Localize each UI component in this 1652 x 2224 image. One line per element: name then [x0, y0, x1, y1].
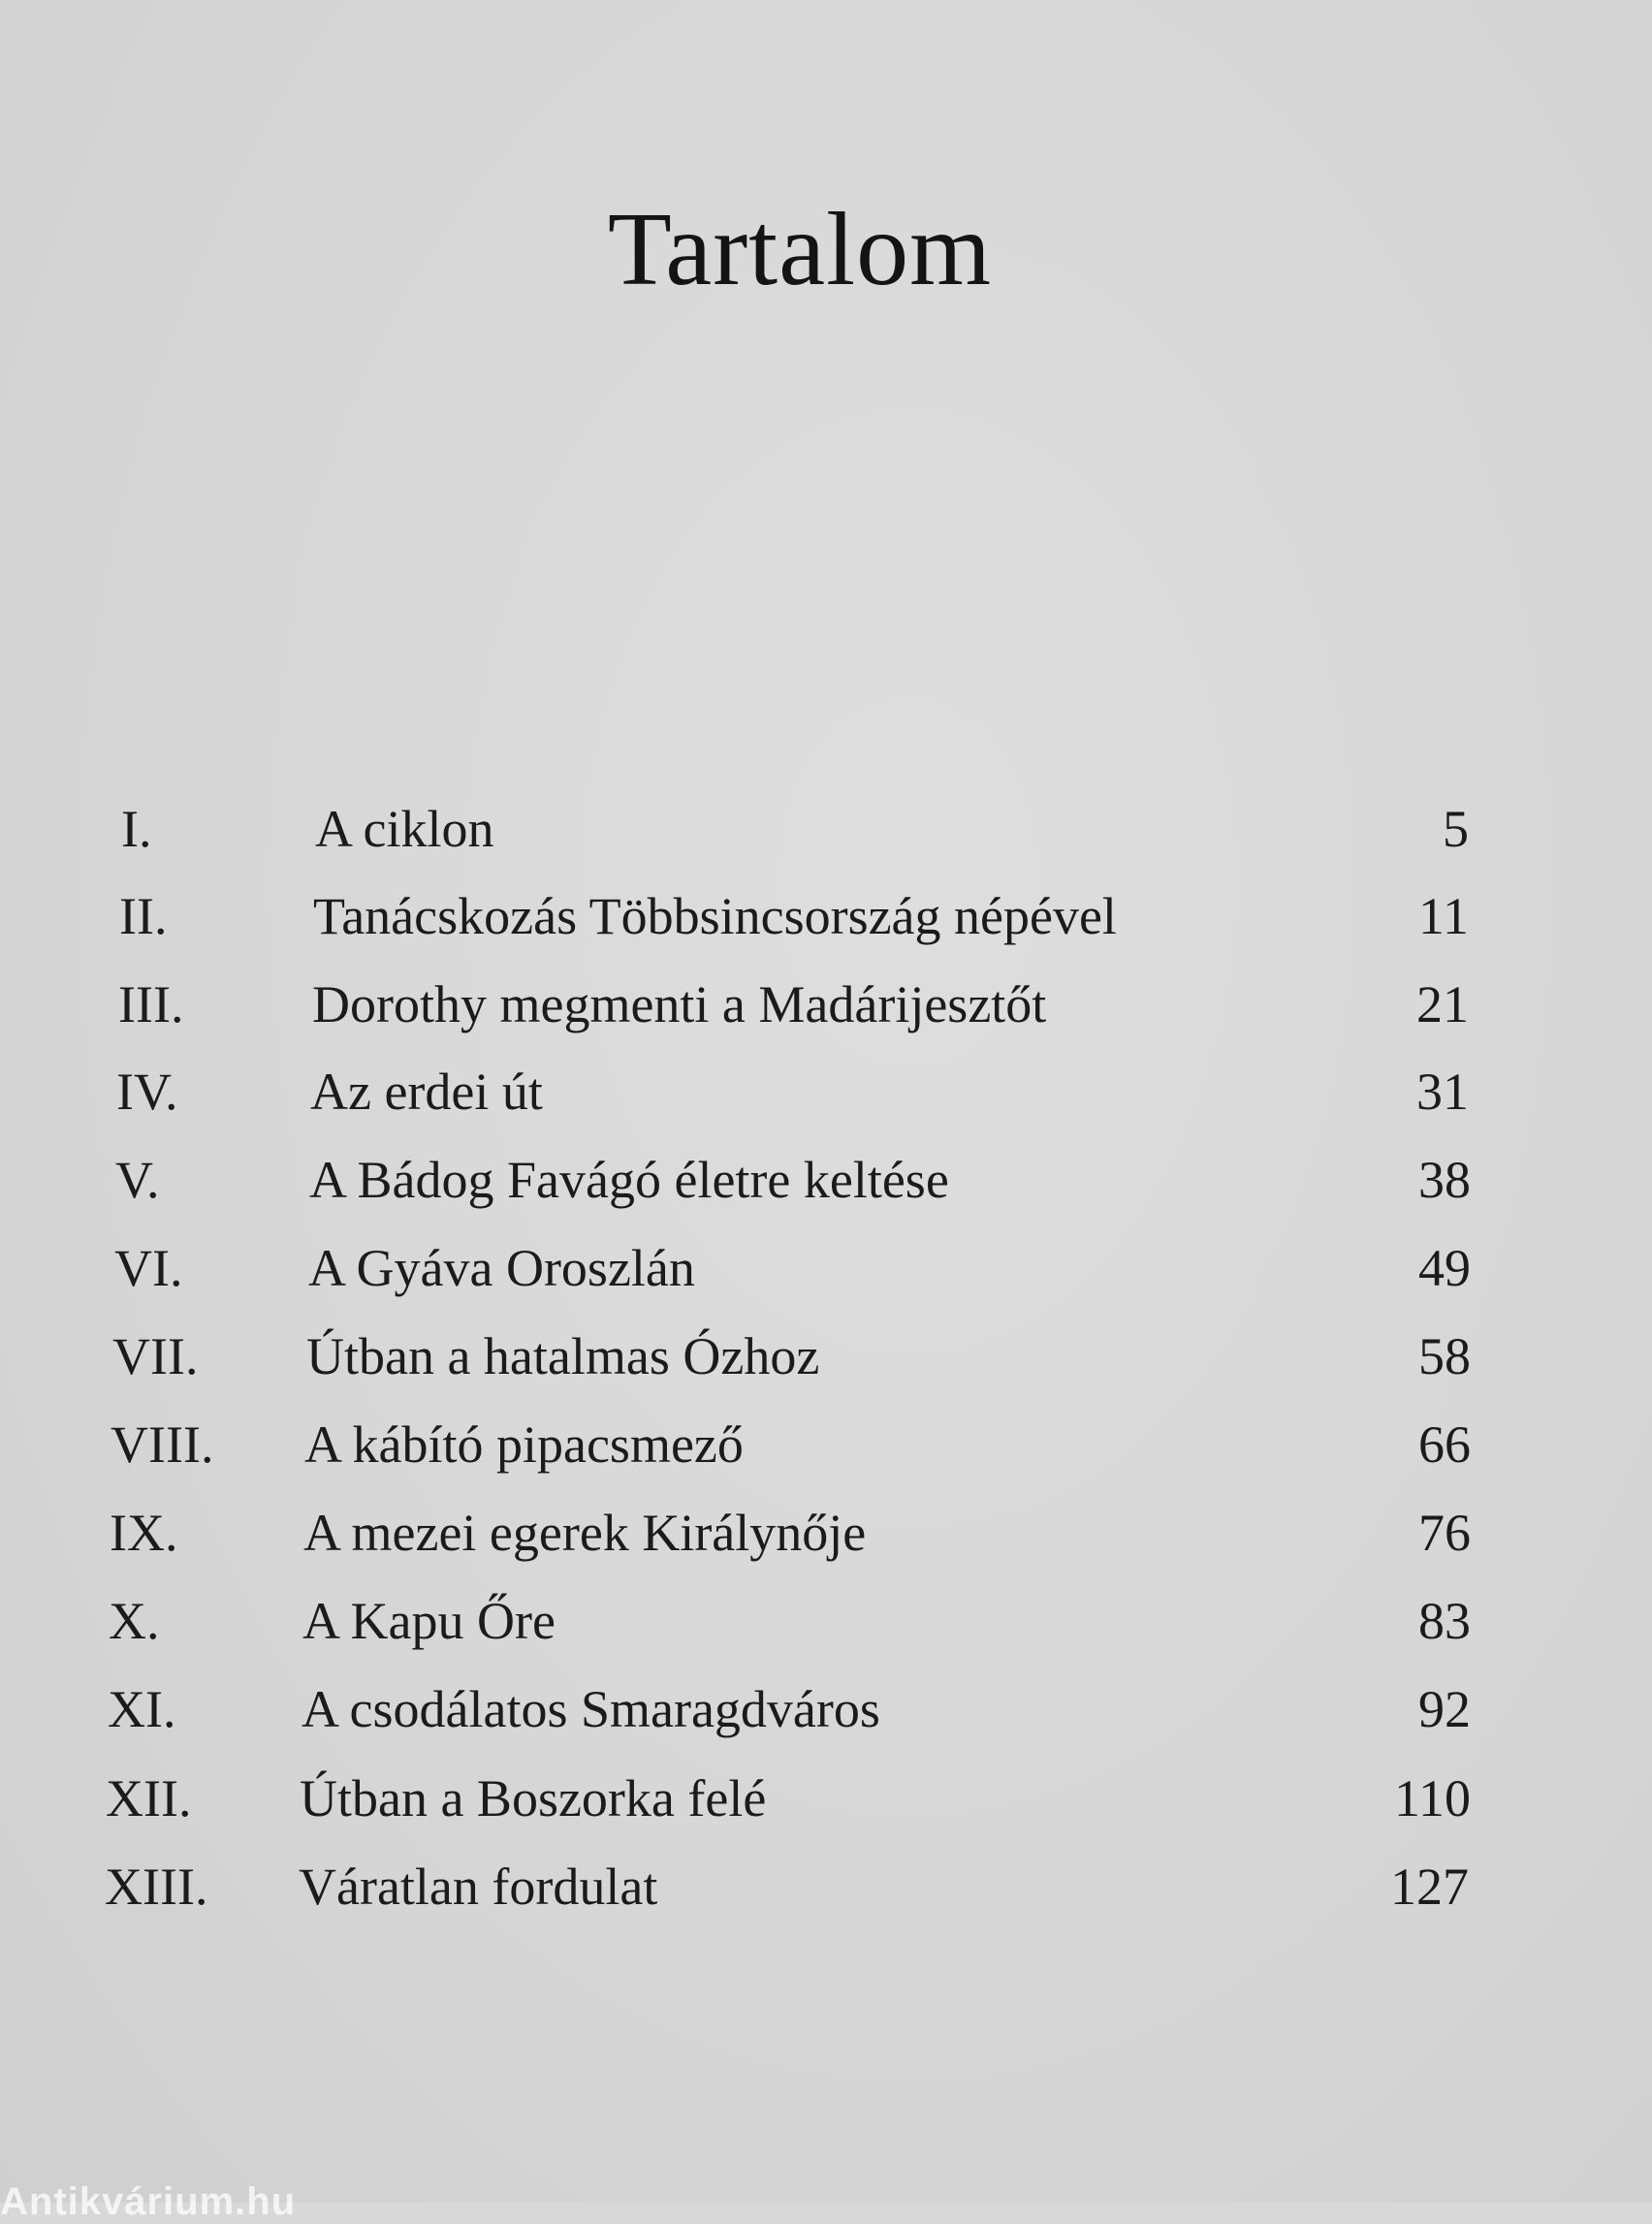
chapter-number: X. — [109, 1592, 160, 1650]
chapter-page: 21 — [1416, 975, 1469, 1033]
chapter-title: Az erdei út — [310, 1063, 543, 1121]
chapter-page: 127 — [1390, 1858, 1469, 1916]
toc-entry — [110, 1494, 1471, 1572]
chapter-number: XIII. — [105, 1858, 208, 1916]
toc-entry — [108, 1670, 1471, 1748]
chapter-number: VIII. — [111, 1415, 214, 1474]
chapter-number: VI. — [114, 1239, 183, 1297]
toc-entry — [119, 877, 1469, 955]
chapter-number: IV. — [116, 1063, 178, 1121]
chapter-title: A csodálatos Smaragdváros — [302, 1680, 880, 1738]
chapter-number: II. — [119, 887, 168, 945]
chapter-title: Útban a hatalmas Ózhoz — [306, 1327, 820, 1385]
page-title: Tartalom — [607, 192, 993, 307]
toc-entry — [111, 1406, 1471, 1483]
chapter-title: A mezei egerek Királynője — [303, 1504, 867, 1562]
chapter-title: A kábító pipacsmező — [304, 1415, 744, 1474]
chapter-number: I. — [121, 800, 152, 858]
chapter-page: 49 — [1418, 1239, 1471, 1297]
chapter-title: A Gyáva Oroszlán — [308, 1239, 695, 1297]
chapter-number: XII. — [106, 1769, 192, 1827]
toc-entry — [114, 1229, 1471, 1307]
chapter-page: 38 — [1418, 1151, 1471, 1209]
chapter-number: III. — [118, 975, 184, 1033]
chapter-page: 58 — [1418, 1327, 1471, 1385]
chapter-page: 31 — [1416, 1063, 1469, 1121]
chapter-page: 5 — [1443, 800, 1469, 858]
toc-entry — [116, 1053, 1469, 1130]
chapter-page: 76 — [1418, 1504, 1471, 1562]
chapter-number: IX. — [110, 1504, 178, 1562]
chapter-title: A Kapu Őre — [302, 1592, 556, 1650]
chapter-page: 83 — [1418, 1592, 1471, 1650]
toc-entry — [115, 1141, 1471, 1219]
chapter-number: V. — [115, 1151, 160, 1209]
chapter-number: XI. — [108, 1680, 176, 1738]
chapter-number: VII. — [112, 1327, 199, 1385]
watermark-text: Antikvárium.hu — [0, 2180, 297, 2223]
toc-entry — [109, 1582, 1471, 1660]
chapter-title: A Bádog Favágó életre keltése — [309, 1151, 949, 1209]
chapter-title: Tanácskozás Többsincsország népével — [313, 887, 1117, 945]
toc-entry — [105, 1848, 1469, 1925]
toc-entry — [121, 790, 1469, 868]
toc-entry — [112, 1318, 1471, 1395]
toc-entry — [106, 1760, 1471, 1837]
chapter-title: Útban a Boszorka felé — [300, 1769, 767, 1827]
toc-entry — [118, 966, 1469, 1043]
chapter-page: 66 — [1418, 1415, 1471, 1474]
chapter-page: 110 — [1394, 1769, 1471, 1827]
chapter-title: Dorothy megmenti a Madárijesztőt — [312, 975, 1047, 1033]
chapter-title: A ciklon — [315, 800, 494, 858]
chapter-title: Váratlan fordulat — [299, 1858, 658, 1916]
chapter-page: 92 — [1418, 1680, 1471, 1738]
chapter-page: 11 — [1418, 887, 1469, 945]
